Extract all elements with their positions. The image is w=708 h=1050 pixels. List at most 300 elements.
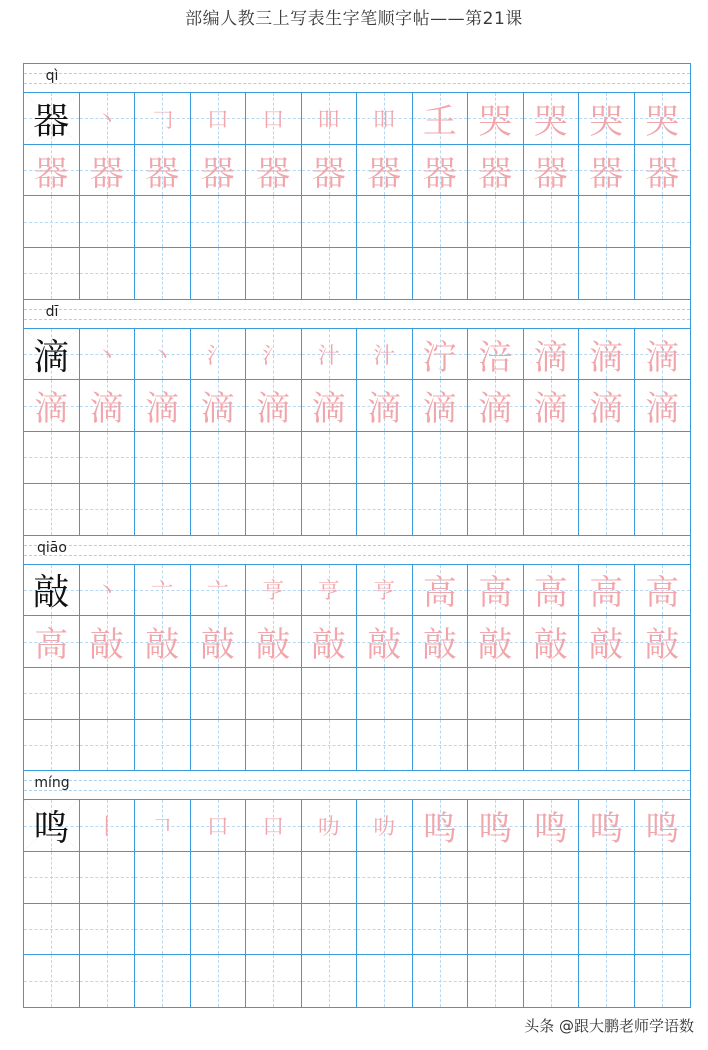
stroke-step-character: 敲 (478, 625, 513, 666)
grid-cell (413, 145, 469, 196)
grid-cell (191, 852, 247, 903)
grid-cell (357, 904, 413, 955)
stroke-step-character: 滴 (367, 389, 402, 430)
character-block (24, 300, 690, 536)
stroke-step-character: 鸣 (645, 809, 680, 850)
grid-cell (357, 852, 413, 903)
stroke-step-character: 高 (533, 573, 568, 614)
pinyin-label: qiāo (37, 539, 67, 556)
grid-cell (135, 145, 191, 196)
grid-cell (80, 329, 136, 380)
stroke-step-character: 敲 (145, 625, 180, 666)
grid-cell (413, 432, 469, 483)
grid-cell (24, 904, 80, 955)
grid-cell (357, 380, 413, 431)
stroke-step-character: 亨 (373, 579, 396, 605)
practice-row (24, 800, 690, 852)
grid-cell (135, 616, 191, 667)
stroke-step-character: 器 (645, 153, 680, 194)
grid-cell (80, 800, 136, 851)
grid-cell (191, 380, 247, 431)
grid-cell (468, 800, 524, 851)
grid-cell (357, 248, 413, 299)
stroke-step-character: 丶 (95, 579, 118, 605)
grid-cell (579, 93, 635, 144)
grid-cell (579, 668, 635, 719)
stroke-step-character: 敲 (256, 625, 291, 666)
grid-cell (524, 196, 580, 247)
stroke-step-character: 滴 (311, 389, 346, 430)
grid-cell (468, 720, 524, 771)
stroke-step-character: 𠃌 (151, 107, 174, 133)
stroke-step-character: 鸣 (422, 809, 457, 850)
grid-cell (135, 668, 191, 719)
grid-cell (524, 852, 580, 903)
grid-cell (468, 668, 524, 719)
stroke-step-character: 滴 (422, 389, 457, 430)
stroke-step-character: 口 (262, 815, 285, 841)
pinyin-row (24, 771, 690, 800)
grid-cell (357, 484, 413, 535)
grid-cell (579, 852, 635, 903)
grid-cell (413, 955, 469, 1007)
grid-cell (413, 616, 469, 667)
grid-cell (135, 904, 191, 955)
stroke-step-character: 鸣 (589, 809, 624, 850)
stroke-step-character: 口 (206, 815, 229, 841)
grid-cell (635, 380, 691, 431)
grid-cell (191, 329, 247, 380)
practice-row (24, 93, 690, 145)
grid-cell (579, 800, 635, 851)
grid-cell (24, 484, 80, 535)
grid-cell (357, 720, 413, 771)
grid-cell (191, 196, 247, 247)
grid-cell (579, 565, 635, 616)
grid-cell (579, 196, 635, 247)
grid-cell (246, 380, 302, 431)
grid-cell (579, 329, 635, 380)
stroke-step-character: 哭 (533, 101, 568, 142)
grid-cell (635, 248, 691, 299)
stroke-step-character: 敲 (89, 625, 124, 666)
practice-row (24, 145, 690, 197)
practice-row (24, 248, 690, 300)
stroke-step-character: 汁 (373, 343, 396, 369)
grid-cell (135, 196, 191, 247)
grid-cell (24, 852, 80, 903)
grid-cell (191, 248, 247, 299)
grid-cell (135, 432, 191, 483)
stroke-step-character: 哭 (645, 101, 680, 142)
stroke-step-character: 丨 (95, 815, 118, 841)
practice-grid (23, 63, 691, 1008)
grid-cell (302, 248, 358, 299)
model-character: 鸣 (33, 808, 70, 850)
grid-cell (413, 380, 469, 431)
grid-cell (246, 432, 302, 483)
stroke-step-character: 器 (589, 153, 624, 194)
grid-cell (468, 616, 524, 667)
grid-cell (413, 484, 469, 535)
stroke-step-character: 敲 (422, 625, 457, 666)
stroke-step-character: 高 (422, 573, 457, 614)
stroke-step-character: 亠 (206, 579, 229, 605)
grid-cell (635, 720, 691, 771)
stroke-step-character: 滴 (589, 337, 624, 378)
stroke-step-character: 器 (422, 153, 457, 194)
stroke-step-character: 丶 (151, 343, 174, 369)
grid-cell (302, 955, 358, 1007)
grid-cell (413, 800, 469, 851)
grid-cell (635, 565, 691, 616)
grid-cell (80, 196, 136, 247)
stroke-step-character: 敲 (645, 625, 680, 666)
stroke-step-character: 氵 (262, 343, 285, 369)
grid-cell (302, 668, 358, 719)
grid-cell (246, 329, 302, 380)
grid-cell (191, 432, 247, 483)
grid-cell (635, 484, 691, 535)
stroke-step-character: 器 (478, 153, 513, 194)
stroke-step-character: 𠃍 (151, 815, 174, 841)
grid-cell (413, 720, 469, 771)
grid-cell (302, 565, 358, 616)
stroke-step-character: 滴 (645, 337, 680, 378)
grid-cell (135, 380, 191, 431)
grid-cell (302, 616, 358, 667)
grid-cell (80, 904, 136, 955)
grid-cell (468, 432, 524, 483)
stroke-step-character: 丶 (95, 107, 118, 133)
footer-watermark: 头条 @跟大鹏老师学语数 (524, 1017, 694, 1035)
grid-cell (302, 484, 358, 535)
grid-cell (302, 145, 358, 196)
grid-cell (80, 93, 136, 144)
grid-cell (579, 904, 635, 955)
grid-cell (80, 720, 136, 771)
stroke-step-character: 敲 (200, 625, 235, 666)
grid-cell (524, 955, 580, 1007)
grid-cell (635, 955, 691, 1007)
stroke-step-character: 𡈼 (422, 101, 457, 142)
grid-cell (24, 616, 80, 667)
stroke-step-character: 器 (256, 153, 291, 194)
grid-cell (357, 668, 413, 719)
grid-cell (413, 852, 469, 903)
stroke-step-character: 敲 (533, 625, 568, 666)
grid-cell (191, 565, 247, 616)
stroke-step-character: 器 (34, 153, 69, 194)
practice-row (24, 904, 690, 956)
grid-cell (24, 800, 80, 851)
grid-cell (135, 484, 191, 535)
grid-cell (191, 668, 247, 719)
grid-cell (135, 93, 191, 144)
grid-cell (24, 432, 80, 483)
stroke-step-character: 滴 (533, 337, 568, 378)
grid-cell (80, 955, 136, 1007)
stroke-step-character: 丶 (95, 343, 118, 369)
grid-cell (579, 380, 635, 431)
stroke-step-character: 高 (589, 573, 624, 614)
grid-cell (635, 616, 691, 667)
page-title: 部编人教三上写表生字笔顺字帖——第21课 (185, 9, 523, 29)
grid-cell (635, 800, 691, 851)
practice-row (24, 432, 690, 484)
grid-cell (302, 800, 358, 851)
practice-row (24, 852, 690, 904)
practice-row (24, 484, 690, 536)
grid-cell (302, 196, 358, 247)
grid-cell (135, 329, 191, 380)
grid-cell (246, 668, 302, 719)
grid-cell (579, 432, 635, 483)
grid-cell (80, 852, 136, 903)
grid-cell (246, 616, 302, 667)
grid-cell (524, 668, 580, 719)
grid-cell (80, 380, 136, 431)
grid-cell (246, 484, 302, 535)
grid-cell (468, 93, 524, 144)
practice-row (24, 720, 690, 772)
grid-cell (80, 248, 136, 299)
stroke-step-character: 吅 (317, 107, 340, 133)
stroke-step-character: 滴 (145, 389, 180, 430)
grid-cell (24, 248, 80, 299)
grid-cell (635, 852, 691, 903)
grid-cell (579, 720, 635, 771)
grid-cell (524, 720, 580, 771)
model-character: 器 (33, 100, 70, 142)
grid-cell (524, 93, 580, 144)
stroke-step-character: 滴 (256, 389, 291, 430)
grid-cell (246, 852, 302, 903)
grid-cell (524, 565, 580, 616)
grid-cell (468, 904, 524, 955)
stroke-step-character: 口 (262, 107, 285, 133)
grid-cell (302, 904, 358, 955)
practice-row (24, 565, 690, 617)
grid-cell (191, 93, 247, 144)
grid-cell (579, 616, 635, 667)
stroke-step-character: 高 (478, 573, 513, 614)
stroke-step-character: 泞 (422, 337, 457, 378)
grid-cell (191, 484, 247, 535)
grid-cell (579, 484, 635, 535)
practice-row (24, 196, 690, 248)
grid-cell (191, 904, 247, 955)
grid-cell (135, 955, 191, 1007)
grid-cell (468, 484, 524, 535)
stroke-step-character: 器 (311, 153, 346, 194)
pinyin-row (24, 300, 690, 329)
grid-cell (357, 196, 413, 247)
stroke-step-character: 叻 (373, 815, 396, 841)
grid-cell (413, 668, 469, 719)
stroke-step-character: 器 (89, 153, 124, 194)
stroke-step-character: 汁 (317, 343, 340, 369)
grid-cell (524, 904, 580, 955)
stroke-step-character: 滴 (34, 389, 69, 430)
stroke-step-character: 敲 (367, 625, 402, 666)
grid-cell (468, 955, 524, 1007)
model-character: 敲 (33, 572, 70, 614)
stroke-step-character: 高 (34, 625, 69, 666)
grid-cell (246, 93, 302, 144)
grid-cell (524, 329, 580, 380)
grid-cell (191, 955, 247, 1007)
model-character: 滴 (33, 336, 70, 378)
stroke-step-character: 滴 (200, 389, 235, 430)
grid-cell (135, 565, 191, 616)
grid-cell (579, 145, 635, 196)
grid-cell (413, 329, 469, 380)
grid-cell (579, 955, 635, 1007)
grid-cell (357, 616, 413, 667)
grid-cell (80, 668, 136, 719)
grid-cell (24, 668, 80, 719)
grid-cell (135, 248, 191, 299)
grid-cell (413, 93, 469, 144)
stroke-step-character: 器 (200, 153, 235, 194)
grid-cell (246, 196, 302, 247)
stroke-step-character: 亠 (151, 579, 174, 605)
grid-cell (579, 248, 635, 299)
grid-cell (191, 800, 247, 851)
grid-cell (24, 720, 80, 771)
stroke-step-character: 敲 (589, 625, 624, 666)
grid-cell (635, 196, 691, 247)
grid-cell (413, 904, 469, 955)
grid-cell (413, 248, 469, 299)
grid-cell (635, 668, 691, 719)
grid-cell (524, 248, 580, 299)
grid-cell (468, 248, 524, 299)
grid-cell (191, 720, 247, 771)
grid-cell (302, 93, 358, 144)
stroke-step-character: 鸣 (478, 809, 513, 850)
grid-cell (302, 329, 358, 380)
grid-cell (357, 93, 413, 144)
grid-cell (80, 565, 136, 616)
grid-cell (246, 800, 302, 851)
pinyin-label: míng (34, 775, 70, 792)
grid-cell (80, 145, 136, 196)
character-block (24, 64, 690, 300)
stroke-step-character: 涪 (478, 337, 513, 378)
grid-cell (246, 904, 302, 955)
grid-cell (468, 852, 524, 903)
grid-cell (524, 380, 580, 431)
character-block (24, 771, 690, 1007)
stroke-step-character: 高 (645, 573, 680, 614)
stroke-step-character: 哭 (478, 101, 513, 142)
grid-cell (468, 565, 524, 616)
grid-cell (302, 432, 358, 483)
grid-cell (24, 93, 80, 144)
stroke-step-character: 滴 (478, 389, 513, 430)
grid-cell (357, 432, 413, 483)
grid-cell (246, 565, 302, 616)
pinyin-row (24, 64, 690, 93)
practice-row (24, 668, 690, 720)
grid-cell (468, 145, 524, 196)
stroke-step-character: 敲 (311, 625, 346, 666)
grid-cell (524, 432, 580, 483)
grid-cell (524, 145, 580, 196)
grid-cell (635, 329, 691, 380)
grid-cell (246, 248, 302, 299)
stroke-step-character: 滴 (533, 389, 568, 430)
stroke-step-character: 氵 (206, 343, 229, 369)
grid-cell (468, 380, 524, 431)
stroke-step-character: 器 (367, 153, 402, 194)
pinyin-label: dī (45, 303, 59, 320)
grid-cell (24, 955, 80, 1007)
grid-cell (80, 484, 136, 535)
grid-cell (413, 565, 469, 616)
grid-cell (24, 565, 80, 616)
grid-cell (524, 484, 580, 535)
grid-cell (135, 720, 191, 771)
practice-row (24, 380, 690, 432)
grid-cell (191, 145, 247, 196)
grid-cell (524, 616, 580, 667)
grid-cell (357, 565, 413, 616)
grid-cell (135, 852, 191, 903)
grid-cell (191, 616, 247, 667)
stroke-step-character: 器 (145, 153, 180, 194)
grid-cell (80, 432, 136, 483)
stroke-step-character: 滴 (645, 389, 680, 430)
practice-row (24, 955, 690, 1007)
grid-cell (80, 616, 136, 667)
practice-row (24, 616, 690, 668)
stroke-step-character: 叻 (317, 815, 340, 841)
grid-cell (635, 93, 691, 144)
stroke-step-character: 器 (533, 153, 568, 194)
grid-cell (413, 196, 469, 247)
grid-cell (357, 329, 413, 380)
grid-cell (357, 955, 413, 1007)
grid-cell (302, 720, 358, 771)
practice-row (24, 329, 690, 381)
grid-cell (524, 800, 580, 851)
pinyin-row (24, 536, 690, 565)
grid-cell (24, 329, 80, 380)
grid-cell (24, 196, 80, 247)
grid-cell (24, 145, 80, 196)
grid-cell (246, 145, 302, 196)
stroke-step-character: 亨 (317, 579, 340, 605)
grid-cell (135, 800, 191, 851)
stroke-step-character: 亨 (262, 579, 285, 605)
grid-cell (302, 852, 358, 903)
grid-cell (246, 720, 302, 771)
grid-cell (468, 329, 524, 380)
stroke-step-character: 吅 (373, 107, 396, 133)
grid-cell (468, 196, 524, 247)
character-block (24, 536, 690, 772)
grid-cell (357, 800, 413, 851)
grid-cell (635, 145, 691, 196)
stroke-step-character: 鸣 (533, 809, 568, 850)
stroke-step-character: 滴 (89, 389, 124, 430)
grid-cell (635, 904, 691, 955)
grid-cell (302, 380, 358, 431)
stroke-step-character: 滴 (589, 389, 624, 430)
